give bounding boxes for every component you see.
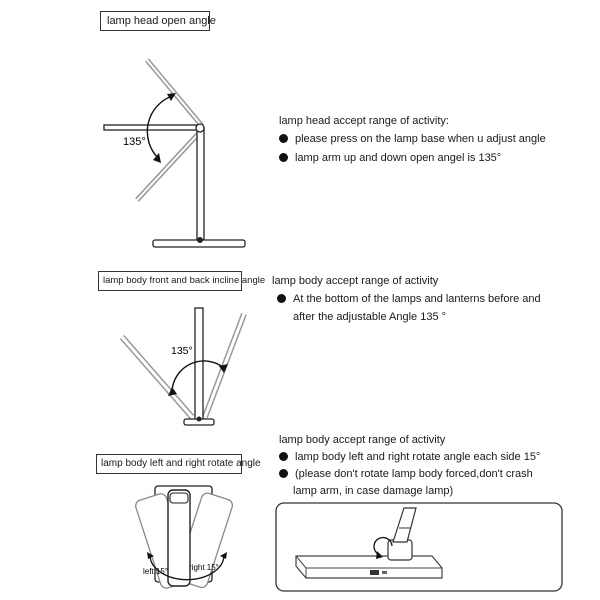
bullet-text: please press on the lamp base when u adjust angle (295, 133, 546, 145)
bullet-dot (279, 452, 288, 461)
bullet-text: At the bottom of the lamps and lanterns before and (293, 293, 541, 305)
lamp-body-center (168, 490, 190, 586)
left-angle-label: left 15° (143, 567, 168, 576)
bullet-text: (please don't rotate lamp body forced,don't crash (295, 468, 533, 480)
angle-label: 135° (123, 136, 146, 148)
detail-base-port (370, 570, 379, 575)
detail-base (296, 556, 442, 578)
bullet-text: lamp body left and right rotate angle each side 15° (295, 451, 541, 463)
detail-base-button (382, 571, 387, 574)
section1-title: lamp head open angle (107, 15, 216, 27)
section3-bullet-2 (279, 467, 533, 481)
angle-label: 135° (171, 345, 193, 357)
section2-bullet-continuation: after the adjustable Angle 135 ° (293, 311, 447, 323)
section1-heading: lamp head accept range of activity: (279, 115, 449, 127)
section2-title: lamp body front and back incline angle (103, 275, 266, 286)
lamp-body-head-cap (170, 493, 188, 503)
bullet-text: lamp arm up and down open angel is 135° (295, 152, 502, 164)
right-angle-label: right 15° (189, 563, 219, 572)
section3-bullet-1 (279, 450, 540, 464)
section3-title: lamp body left and right rotate angle (101, 458, 261, 469)
section3-heading: lamp body accept range of activity (279, 434, 446, 446)
bullet-dot (279, 469, 288, 478)
section3-bullet-continuation: lamp arm, in case damage lamp) (293, 485, 454, 497)
section2-heading: lamp body accept range of activity (272, 275, 439, 287)
